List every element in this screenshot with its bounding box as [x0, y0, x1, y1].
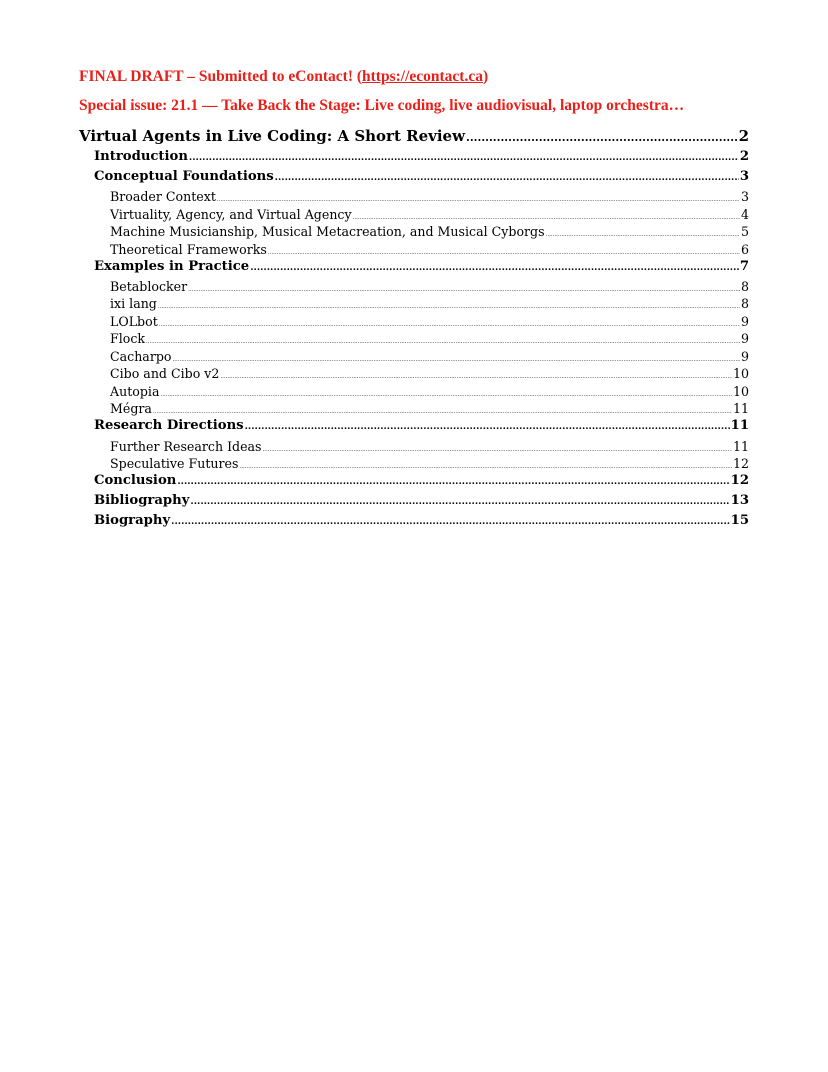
toc-entry-further-research-ideas[interactable] — [110, 439, 749, 454]
toc-entry-page: 12 — [732, 456, 749, 471]
toc-entry-label: Betablocker — [110, 279, 188, 294]
toc-entry-label: Autopia — [110, 384, 160, 399]
toc-leader-dots — [190, 496, 729, 507]
toc-entry-page: 2 — [738, 127, 749, 145]
toc-entry-page: 8 — [740, 296, 749, 311]
toc-entry-page: 15 — [730, 513, 749, 528]
final-draft-notice — [79, 68, 488, 86]
toc-leader-dots — [171, 516, 730, 527]
toc-entry-label: Virtual Agents in Live Coding: A Short Review — [79, 127, 465, 145]
toc-entry-page: 13 — [730, 493, 749, 508]
toc-entry-page: 11 — [732, 401, 749, 416]
toc-entry-label: Conceptual Foundations — [94, 169, 274, 184]
toc-entry-page: 3 — [740, 189, 749, 204]
toc-entry-label: Bibliography — [94, 493, 190, 508]
toc-entry-page: 11 — [730, 418, 749, 433]
toc-entry-page: 3 — [739, 169, 749, 184]
final-draft-prefix: FINAL DRAFT – Submitted to eContact! ( — [79, 68, 363, 85]
toc-leader-dots — [220, 374, 732, 380]
toc-entry-cibo[interactable] — [110, 366, 749, 381]
toc-leader-dots — [217, 197, 740, 203]
toc-leader-dots — [250, 262, 739, 273]
toc-entry-theoretical-frameworks[interactable] — [110, 242, 749, 257]
toc-entry-label: Examples in Practice — [94, 259, 250, 274]
toc-leader-dots — [153, 409, 732, 415]
toc-entry-betablocker[interactable] — [110, 279, 749, 294]
toc-leader-dots — [159, 322, 740, 328]
toc-entry-label: Further Research Ideas — [110, 439, 262, 454]
final-draft-suffix: ) — [482, 68, 489, 85]
toc-entry-page: 11 — [732, 439, 749, 454]
toc-leader-dots — [146, 339, 740, 345]
toc-entry-page: 6 — [740, 242, 749, 257]
toc-leader-dots — [466, 131, 738, 144]
toc-entry-conceptual-foundations[interactable] — [94, 169, 749, 184]
econtact-link[interactable]: https://econtact.ca — [362, 68, 483, 85]
toc-entry-label: Mégra — [110, 401, 152, 416]
toc-entry-label: Cibo and Cibo v2 — [110, 366, 220, 381]
toc-entry-flock[interactable] — [110, 331, 749, 346]
toc-entry-label: Cacharpo — [110, 349, 172, 364]
toc-entry-label: Machine Musicianship, Musical Metacreation, and Musical Cyborgs — [110, 224, 545, 239]
toc-entry-page: 10 — [732, 366, 749, 381]
toc-entry-page: 8 — [740, 279, 749, 294]
toc-leader-dots — [177, 476, 729, 487]
toc-entry-lolbot[interactable] — [110, 314, 749, 329]
toc-leader-dots — [546, 232, 740, 238]
toc-entry-label: Biography — [94, 513, 171, 528]
toc-entry-ixi-lang[interactable] — [110, 296, 749, 311]
toc-entry-machine-musicianship[interactable] — [110, 224, 749, 239]
toc-entry-bibliography[interactable] — [94, 493, 749, 508]
toc-leader-dots — [160, 392, 732, 398]
toc-entry-title[interactable] — [79, 127, 749, 145]
toc-leader-dots — [275, 172, 739, 183]
toc-entry-conclusion[interactable] — [94, 473, 749, 488]
toc-entry-label: LOLbot — [110, 314, 158, 329]
toc-leader-dots — [188, 287, 740, 293]
toc-entry-page: 5 — [740, 224, 749, 239]
toc-entry-label: Conclusion — [94, 473, 177, 488]
toc-entry-label: Flock — [110, 331, 146, 346]
toc-leader-dots — [268, 250, 740, 256]
toc-entry-label: Speculative Futures — [110, 456, 239, 471]
toc-leader-dots — [353, 215, 740, 221]
toc-entry-research-directions[interactable] — [94, 418, 749, 433]
toc-entry-label: Research Directions — [94, 418, 244, 433]
toc-leader-dots — [245, 421, 730, 432]
toc-entry-cacharpo[interactable] — [110, 349, 749, 364]
toc-entry-page: 9 — [740, 314, 749, 329]
toc-entry-examples-in-practice[interactable] — [94, 259, 749, 274]
toc-entry-virtuality-agency[interactable] — [110, 207, 749, 222]
toc-leader-dots — [239, 464, 732, 470]
toc-entry-page: 12 — [730, 473, 749, 488]
toc-entry-page: 10 — [732, 384, 749, 399]
toc-entry-label: Broader Context — [110, 189, 216, 204]
toc-entry-label: Introduction — [94, 149, 188, 164]
toc-entry-label: Theoretical Frameworks — [110, 242, 267, 257]
toc-leader-dots — [172, 357, 740, 363]
toc-leader-dots — [263, 447, 732, 453]
toc-entry-page: 7 — [739, 259, 749, 274]
toc-entry-megra[interactable] — [110, 401, 749, 416]
toc-entry-biography[interactable] — [94, 513, 749, 528]
toc-entry-introduction[interactable] — [94, 149, 749, 164]
toc-leader-dots — [189, 152, 739, 163]
toc-entry-page: 9 — [740, 349, 749, 364]
toc-entry-autopia[interactable] — [110, 384, 749, 399]
toc-entry-label: ixi lang — [110, 296, 157, 311]
toc-entry-page: 9 — [740, 331, 749, 346]
special-issue-heading: Special issue: 21.1 — Take Back the Stage: Live coding, live audiovisual, laptop orchestra… — [79, 97, 685, 114]
toc-entry-label: Virtuality, Agency, and Virtual Agency — [110, 207, 352, 222]
toc-entry-speculative-futures[interactable] — [110, 456, 749, 471]
toc-leader-dots — [158, 304, 740, 310]
toc-entry-broader-context[interactable] — [110, 189, 749, 204]
toc-entry-page: 2 — [739, 149, 749, 164]
toc-entry-page: 4 — [740, 207, 749, 222]
